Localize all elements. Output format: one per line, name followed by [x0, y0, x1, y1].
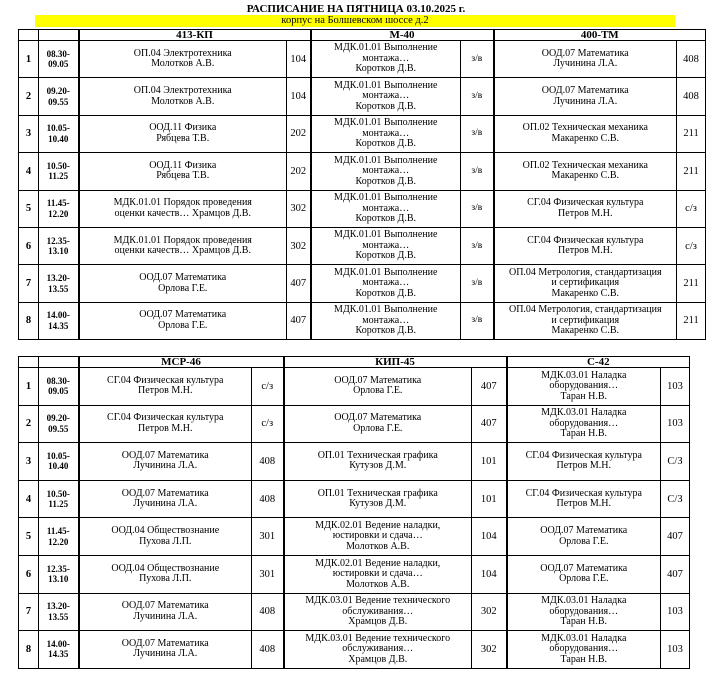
room-cell: 408: [677, 78, 706, 115]
subject-cell: ООД.07 Математика Лучинина Л.А.: [79, 631, 252, 669]
subject-cell: ОП.01 Техническая графика Кутузов Д.М.: [284, 443, 472, 481]
room-cell: 302: [472, 631, 507, 669]
room-cell: 103: [661, 631, 690, 669]
lesson-number: 8: [19, 631, 39, 669]
room-cell: 103: [661, 368, 690, 406]
lesson-number: 7: [19, 593, 39, 631]
subject-cell: МДК.01.01 Выполнение монтажа… Коротков Д.В.: [311, 227, 461, 264]
table-row: [19, 555, 690, 593]
room-cell: 302: [472, 593, 507, 631]
subject-cell: ООД.07 Математика Орлова Г.Е.: [284, 368, 472, 406]
lesson-number: 4: [19, 480, 39, 518]
subject-cell: МДК.02.01 Ведение наладки, юстировки и сдача… Молотков А.В.: [284, 518, 472, 556]
lesson-number: 5: [19, 518, 39, 556]
header-blank: [39, 30, 79, 41]
group-header-400-tm: 400-ТМ: [494, 30, 706, 41]
room-cell: 101: [472, 480, 507, 518]
table-row: [19, 443, 690, 481]
room-cell: 407: [287, 302, 311, 339]
lesson-time: 11.45- 12.20: [39, 190, 79, 227]
table-row: [19, 593, 690, 631]
lesson-number: 3: [19, 115, 39, 152]
lesson-number: 2: [19, 78, 39, 115]
subject-cell: МДК.03.01 Наладка оборудования… Таран Н.В.: [507, 368, 661, 406]
room-cell: 302: [287, 190, 311, 227]
lesson-number: 4: [19, 153, 39, 190]
lesson-time: 12.35- 13.10: [39, 227, 79, 264]
lesson-time: 10.50- 11.25: [39, 153, 79, 190]
schedule-table-top: [18, 29, 706, 340]
note-cell: з/в: [461, 153, 494, 190]
table-row: [19, 302, 706, 339]
lesson-number: 5: [19, 190, 39, 227]
header-blank: [19, 357, 39, 368]
subject-cell: МДК.01.01 Выполнение монтажа… Коротков Д.В.: [311, 153, 461, 190]
lesson-number: 2: [19, 405, 39, 443]
lesson-time: 08.30- 09.05: [39, 41, 79, 78]
subject-cell: МДК.03.01 Наладка оборудования… Таран Н.В.: [507, 593, 661, 631]
lesson-time: 14.00- 14.35: [39, 631, 79, 669]
subject-cell: ООД.04 Обществознание Пухова Л.П.: [79, 518, 252, 556]
room-cell: 407: [472, 405, 507, 443]
subject-cell: МДК.01.01 Выполнение монтажа… Коротков Д.В.: [311, 115, 461, 152]
subject-cell: МДК.03.01 Наладка оборудования… Таран Н.В.: [507, 631, 661, 669]
subject-cell: МДК.01.01 Выполнение монтажа… Коротков Д.В.: [311, 265, 461, 302]
room-cell: 104: [287, 41, 311, 78]
lesson-time: 12.35- 13.10: [39, 555, 79, 593]
page-title: РАСПИСАНИЕ НА ПЯТНИЦА 03.10.2025 г.: [246, 3, 466, 15]
lesson-number: 6: [19, 227, 39, 264]
room-cell: 202: [287, 115, 311, 152]
subject-cell: МДК.01.01 Выполнение монтажа… Коротков Д.В.: [311, 41, 461, 78]
subject-cell: МДК.03.01 Ведение технического обслуживания… Храмцов Д.В.: [284, 631, 472, 669]
room-cell: с/з: [252, 368, 284, 406]
table-row: [19, 41, 706, 78]
subject-cell: ООД.07 Математика Лучинина Л.А.: [79, 480, 252, 518]
subject-cell: ОП.04 Электротехника Молотков А.В.: [79, 41, 287, 78]
room-cell: 407: [472, 368, 507, 406]
subject-cell: ООД.07 Математика Орлова Г.Е.: [79, 265, 287, 302]
room-cell: С/З: [661, 443, 690, 481]
subject-cell: ООД.11 Физика Рябцева Т.В.: [79, 153, 287, 190]
subject-cell: ООД.11 Физика Рябцева Т.В.: [79, 115, 287, 152]
room-cell: 211: [677, 153, 706, 190]
room-cell: 407: [661, 518, 690, 556]
room-cell: С/З: [661, 480, 690, 518]
lesson-number: 8: [19, 302, 39, 339]
room-cell: 103: [661, 405, 690, 443]
group-header-413-kp: 413-КП: [79, 30, 311, 41]
table-row: [19, 480, 690, 518]
room-cell: 211: [677, 115, 706, 152]
subject-cell: СГ.04 Физическая культура Петров М.Н.: [507, 480, 661, 518]
note-cell: з/в: [461, 78, 494, 115]
note-cell: з/в: [461, 265, 494, 302]
subject-cell: ОП.01 Техническая графика Кутузов Д.М.: [284, 480, 472, 518]
lesson-number: 1: [19, 41, 39, 78]
room-cell: 408: [252, 593, 284, 631]
room-cell: 408: [677, 41, 706, 78]
lesson-time: 09.20- 09.55: [39, 78, 79, 115]
subject-cell: МДК.01.01 Выполнение монтажа… Коротков Д.В.: [311, 78, 461, 115]
room-cell: 408: [252, 631, 284, 669]
note-cell: з/в: [461, 41, 494, 78]
room-cell: 407: [661, 555, 690, 593]
lesson-time: 13.20- 13.55: [39, 265, 79, 302]
schedule-table-bottom: [18, 356, 690, 669]
subject-cell: МДК.03.01 Ведение технического обслуживания… Храмцов Д.В.: [284, 593, 472, 631]
table-row: [19, 153, 706, 190]
group-header-s-42: С-42: [507, 357, 690, 368]
subject-cell: ОП.04 Метрология, стандартизация и сертификация Макаренко С.В.: [494, 302, 677, 339]
table-row: [19, 227, 706, 264]
group-header-msr-46: МСР-46: [79, 357, 284, 368]
lesson-number: 1: [19, 368, 39, 406]
note-cell: з/в: [461, 115, 494, 152]
room-cell: 101: [472, 443, 507, 481]
subject-cell: СГ.04 Физическая культура Петров М.Н.: [507, 443, 661, 481]
table-row: [19, 368, 690, 406]
subject-cell: ООД.07 Математика Орлова Г.Е.: [507, 555, 661, 593]
room-cell: с/з: [677, 227, 706, 264]
lesson-number: 3: [19, 443, 39, 481]
subject-cell: ООД.07 Математика Орлова Г.Е.: [79, 302, 287, 339]
room-cell: 211: [677, 265, 706, 302]
subject-cell: СГ.04 Физическая культура Петров М.Н.: [494, 190, 677, 227]
room-cell: 301: [252, 555, 284, 593]
room-cell: 202: [287, 153, 311, 190]
subject-cell: МДК.01.01 Порядок проведения оценки качеств… Храмцов Д.В.: [79, 190, 287, 227]
table-row: [19, 115, 706, 152]
subject-cell: МДК.03.01 Наладка оборудования… Таран Н.В.: [507, 405, 661, 443]
subject-cell: ОП.04 Электротехника Молотков А.В.: [79, 78, 287, 115]
lesson-time: 09.20- 09.55: [39, 405, 79, 443]
room-cell: 408: [252, 480, 284, 518]
subject-cell: МДК.02.01 Ведение наладки, юстировки и сдача… Молотков А.В.: [284, 555, 472, 593]
room-cell: 301: [252, 518, 284, 556]
lesson-time: 10.05- 10.40: [39, 443, 79, 481]
subject-cell: ООД.07 Математика Лучинина Л.А.: [79, 443, 252, 481]
subject-cell: ОП.02 Техническая механика Макаренко С.В.: [494, 153, 677, 190]
note-cell: з/в: [461, 227, 494, 264]
subject-cell: ООД.07 Математика Лучинина Л.А.: [494, 41, 677, 78]
room-cell: с/з: [252, 405, 284, 443]
header-blank: [39, 357, 79, 368]
lesson-time: 13.20- 13.55: [39, 593, 79, 631]
lesson-time: 08.30- 09.05: [39, 368, 79, 406]
subject-cell: СГ.04 Физическая культура Петров М.Н.: [494, 227, 677, 264]
subject-cell: ООД.07 Математика Лучинина Л.А.: [494, 78, 677, 115]
lesson-time: 11.45- 12.20: [39, 518, 79, 556]
room-cell: 211: [677, 302, 706, 339]
lesson-number: 7: [19, 265, 39, 302]
subject-cell: ООД.07 Математика Лучинина Л.А.: [79, 593, 252, 631]
subject-cell: СГ.04 Физическая культура Петров М.Н.: [79, 368, 252, 406]
table-row: [19, 405, 690, 443]
lesson-time: 14.00- 14.35: [39, 302, 79, 339]
subject-cell: ОП.02 Техническая механика Макаренко С.В.: [494, 115, 677, 152]
lesson-time: 10.05- 10.40: [39, 115, 79, 152]
subject-cell: СГ.04 Физическая культура Петров М.Н.: [79, 405, 252, 443]
room-cell: 104: [472, 555, 507, 593]
subject-cell: МДК.01.01 Выполнение монтажа… Коротков Д.В.: [311, 190, 461, 227]
table-row: [19, 78, 706, 115]
room-cell: 302: [287, 227, 311, 264]
building-subtitle: корпус на Болшевском шоссе д.2: [35, 15, 675, 27]
room-cell: 407: [287, 265, 311, 302]
subject-cell: МДК.01.01 Порядок проведения оценки качеств… Храмцов Д.В.: [79, 227, 287, 264]
note-cell: з/в: [461, 190, 494, 227]
note-cell: з/в: [461, 302, 494, 339]
lesson-number: 6: [19, 555, 39, 593]
subject-cell: ОП.04 Метрология, стандартизация и сертификация Макаренко С.В.: [494, 265, 677, 302]
table-row: [19, 265, 706, 302]
table-row: [19, 518, 690, 556]
room-cell: с/з: [677, 190, 706, 227]
table-divider: [22, 344, 689, 347]
subject-cell: ООД.04 Обществознание Пухова Л.П.: [79, 555, 252, 593]
group-header-m-40: М-40: [311, 30, 494, 41]
subject-cell: ООД.07 Математика Орлова Г.Е.: [507, 518, 661, 556]
room-cell: 408: [252, 443, 284, 481]
header-blank: [19, 30, 39, 41]
subject-cell: ООД.07 Математика Орлова Г.Е.: [284, 405, 472, 443]
room-cell: 104: [472, 518, 507, 556]
table-row: [19, 631, 690, 669]
subject-cell: МДК.01.01 Выполнение монтажа… Коротков Д.В.: [311, 302, 461, 339]
group-header-kip-45: КИП-45: [284, 357, 507, 368]
room-cell: 103: [661, 593, 690, 631]
room-cell: 104: [287, 78, 311, 115]
table-row: [19, 190, 706, 227]
lesson-time: 10.50- 11.25: [39, 480, 79, 518]
